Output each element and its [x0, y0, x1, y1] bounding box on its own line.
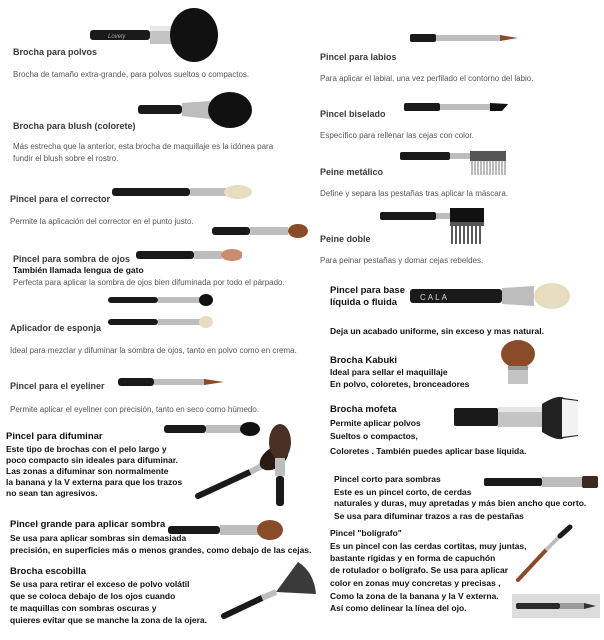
double-comb-image [380, 206, 490, 248]
pen-brush-image-2 [512, 594, 600, 618]
item-title-blush-brush: Brocha para blush (colorete) [13, 121, 136, 131]
angled-brush-image [404, 100, 510, 114]
short-shadow-brush-image [484, 472, 600, 492]
item-title-pen-brush: Pincel "bolígrafo" [330, 528, 402, 538]
item-desc-powder-brush: Brocha de tamaño extra-grande, para polvos sueltos o compactos. [13, 70, 250, 79]
brand-logo-text: CALA [420, 293, 449, 302]
item-desc-pen-brush-3: de rotulador o bolígrafo. Se usa para aplicar [330, 565, 509, 575]
sponge-applicator-image-2 [108, 314, 214, 330]
item-desc-large-shadow-brush-1: Se usa para aplicar sombras sin demasiada [10, 533, 187, 543]
item-desc-fan-brush-2: que se coloca debajo de los ojos cuando [10, 591, 176, 601]
item-desc-lip-brush: Para aplicar el labial, una vez perfilado el contorno del labio. [320, 74, 534, 83]
item-title-eyeshadow-brush: Pincel para sombra de ojos [13, 254, 131, 264]
right-column [312, 0, 604, 640]
item-desc-blending-brush-5: no sean tan agresivos. [6, 488, 98, 498]
item-desc-fan-brush-3: te maquillas con sombras oscuras y [10, 603, 157, 613]
item-desc-double-comb: Para peinar pestañas y domar cejas rebeldes. [320, 256, 484, 265]
item-desc-blush-brush-2: fundir el blush sobre el rostro. [13, 154, 119, 163]
foundation-brush-image [410, 280, 572, 314]
item-title-short-shadow-brush: Pincel corto para sombras [334, 474, 441, 484]
item-title-large-shadow-brush: Pincel grande para aplicar sombra [10, 519, 166, 530]
eyeshadow-brush-image-1 [212, 222, 308, 240]
item-title-blending-brush: Pincel para difuminar [6, 431, 103, 442]
lip-brush-image [410, 31, 520, 45]
item-desc-pen-brush-6: Así como delinear la línea del ojo. [330, 603, 467, 613]
item-desc-large-shadow-brush-2: precisión, en superficies más o menos grandes, como debajo de las cejas. [10, 545, 312, 555]
eyeliner-brush-image [118, 375, 224, 389]
item-title-sponge-applicator: Aplicador de esponja [10, 323, 102, 333]
item-title-concealer-brush: Pincel para el corrector [10, 194, 111, 204]
item-desc-fan-brush-1: Se usa para retirar el exceso de polvo volátil [10, 579, 190, 589]
item-desc-pen-brush-1: Es un pincel con las cerdas cortitas, muy juntas, [330, 541, 527, 551]
item-desc-stippling-brush-1: Permite aplicar polvos [330, 418, 421, 428]
item-desc-pen-brush-5: Como la zona de la banana y la V externa. [330, 591, 499, 601]
item-desc-short-shadow-brush-2: naturales y duras, muy apretadas y más bien ancho que corto. [334, 498, 587, 508]
concealer-brush-image [112, 182, 254, 202]
item-desc-stippling-brush-2: Sueltos o compactos, [330, 431, 418, 441]
item-title-fan-brush: Brocha escobilla [10, 566, 87, 577]
item-desc-blush-brush-1: Más estrecha que la anterior, esta brocha de maquillaje es la idónea para [13, 142, 274, 151]
metal-comb-image [400, 149, 510, 179]
item-desc-kabuki-brush-2: En polvo, coloretes, bronceadores [330, 379, 470, 389]
item-desc-sponge-applicator: Ideal para mezclar y difuminar la sombra de ojos, tanto en polvo como en crema. [10, 346, 297, 355]
item-desc-concealer-brush: Permite la aplicación del corrector en el punto justo. [10, 217, 194, 226]
item-title-eyeliner-brush: Pincel para el eyeliner [10, 381, 105, 391]
item-desc-foundation-brush: Deja un acabado uniforme, sin exceso y mas natural. [330, 326, 544, 336]
fan-brush-image [218, 558, 318, 624]
stippling-brush-image [454, 394, 578, 444]
powder-brush-image [90, 6, 220, 62]
sponge-applicator-image-1 [108, 292, 214, 308]
item-desc-pen-brush-2: bastante rígidas y en forma de capuchón [330, 553, 496, 563]
item-title-foundation-brush: Pincel para base líquida o fluida [330, 285, 405, 308]
item-title-metal-comb: Peine metálico [320, 167, 384, 177]
item-desc-blending-brush-4: la banana y la V externa para que los trazos [6, 477, 183, 487]
item-subtitle-eyeshadow-brush: También llamada lengua de gato [13, 265, 144, 275]
item-title-lip-brush: Pincel para labios [320, 52, 397, 62]
item-desc-kabuki-brush-1: Ideal para sellar el maquillaje [330, 367, 448, 377]
item-desc-short-shadow-brush-1: Este es un pincel corto, de cerdas [334, 487, 472, 497]
item-desc-short-shadow-brush-3: Se usa para difuminar trazos a ras de pestañas [334, 511, 524, 521]
item-title-kabuki-brush: Brocha Kabuki [330, 355, 398, 366]
item-desc-fan-brush-4: quieres evitar que se manche la zona de la ojera. [10, 615, 207, 625]
item-title-stippling-brush: Brocha mofeta [330, 404, 397, 415]
svg-text:Lovely: Lovely [108, 34, 126, 40]
item-desc-blending-brush-3: Las zonas a difuminar son normalmente [6, 466, 169, 476]
eyeshadow-brush-image-2 [136, 246, 242, 264]
pen-brush-image-1 [512, 524, 578, 584]
item-title-angled-brush: Pincel biselado [320, 109, 386, 119]
item-desc-metal-comb: Define y separa las pestañas tras aplicar la máscara. [320, 189, 509, 198]
blending-brush-image-3 [266, 424, 294, 506]
item-desc-angled-brush: Específico para rellenar las cejas con color. [320, 131, 474, 140]
item-desc-blending-brush-2: poco compacto sin ideales para difuminar. [6, 455, 178, 465]
item-desc-eyeliner-brush: Permite aplicar el eyeliner con precisión, tanto en seco como húmedo. [10, 405, 260, 414]
item-title-powder-brush: Brocha para polvos [13, 47, 98, 57]
item-desc-stippling-brush-3: Coloretes . También puedes aplicar base líquida. [330, 446, 527, 456]
item-desc-eyeshadow-brush: Perfecta para aplicar la sombra de ojos bien difuminada por todo el párpado. [13, 278, 285, 287]
item-desc-blending-brush-1: Este tipo de brochas con el pelo largo y [6, 444, 167, 454]
item-desc-pen-brush-4: color en zonas muy concretas y precisas , [330, 578, 501, 588]
blush-brush-image [138, 90, 254, 130]
item-title-double-comb: Peine doble [320, 234, 371, 244]
kabuki-brush-image [500, 340, 536, 386]
